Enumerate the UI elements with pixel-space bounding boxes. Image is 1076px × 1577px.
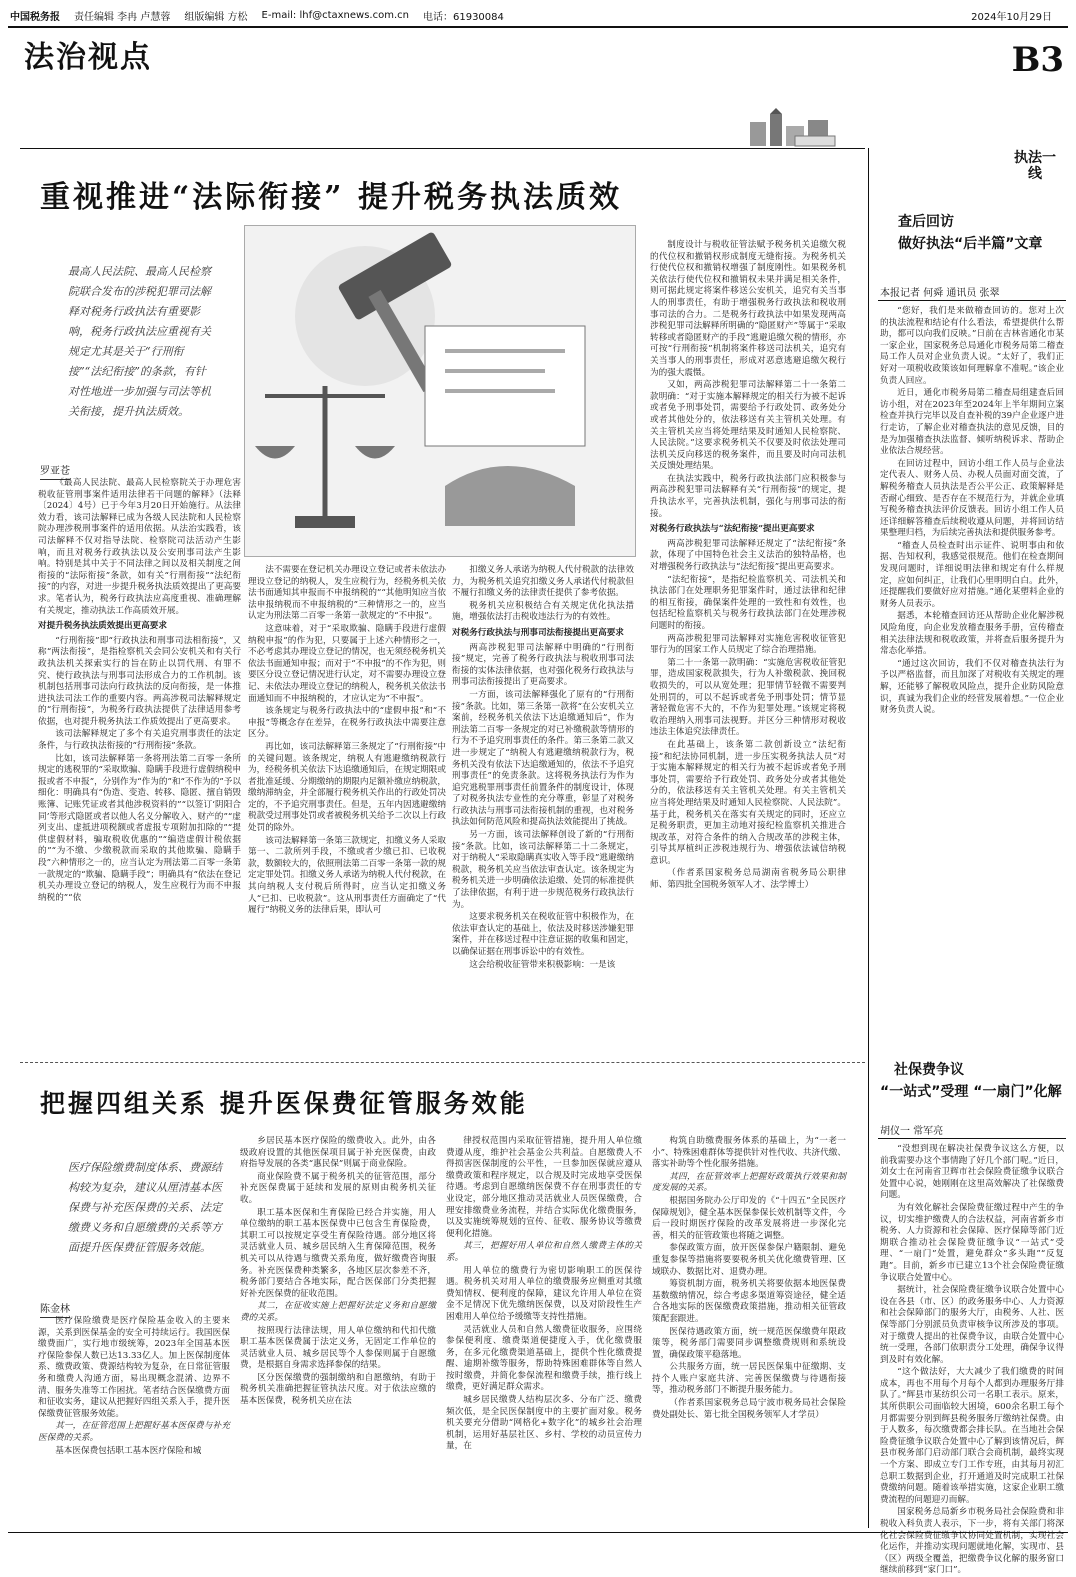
article2-col4: 构筑自助缴费服务体系的基础上，为“一老一小”、特殊困难群体等提供针对性代收、共济代缴、落实补助等个性化服务措施。 其四，在征管效率上把握好政策执行效果和制度发展的关系。 根据国务院办公厅印发的《“十四五”全民医疗保障规划》，健全基本医保参保长效机制等文件，今后一段时期医疗保险的改革发展将进一步深化完善，相关的征管政策也将随之调整。 参保政策方面，放开医保参保户籍限制、避免重复参保等措施将要要税务机关优化缴费管理、区域联办、数据比对、退费办理。 筹资机制方面，税务机关将要依据本地医保费基数缴纳情况，综合考虑多渠道筹资途径，健全适合各地实际的医保缴费政策措施，推动相关征管政策配套跟进。 医保待遇政策方面，统一规范医保缴费年限政策等，税务部门需要同步调整缴费规则和系统设置，确保政策平稳落地。 公共服务方面，统一居民医保集中征缴期、支持个人账户家庭共济、完善医保缴费与待遇衔接等，推动税务部门不断提升服务能力。 （作者系国家税务总局宁波市税务局社会保险费处副处长、第七批全国税务领军人才学员）: [652, 1136, 846, 1420]
article1-top-rule: [20, 148, 865, 149]
story1-rule: [878, 300, 1066, 301]
article1-col4: 制度设计与税收征管法赋予税务机关追缴欠税的代位权和撤销权形成制度无缝衔接。为税务机关行使代位权和撤销权增强了制度刚性。如果税务机关依法行使代位权和撤销权未果并满足相关条件，则可据此规定将案件移送公安机关，追究有关当事人的刑事责任，有助于增强税务行政执法和税收刑事司法的合力。二是税务行政执法中如果发现两高涉税犯罪司法解释所明确的“隐匿财产”等属于“采取转移或者隐匿财产的手段”逃避追缴欠税的情形，亦可按“行刑衔接”机制将案件移送司法机关，追究有关当事人的刑事责任，形成对恶意逃避追缴欠税行为的强大震慑。 又如，两高涉税犯罪司法解释第二十一条第二款明确：“对于实施本解释规定的相关行为被不起诉或者免予刑事处罚，需要给予行政处罚、政务处分或者其他处分的，依法移送有关主管机关处理。有关主管机关应当将处理结果及时通知人民检察院、人民法院。”这要求税务机关不仅要及时依法处理司法机关反向移送的税务案件，而且要及时向司法机关反馈处理结果。 在执法实践中，税务行政执法部门应积极参与两高涉税犯罪司法解释有关“行刑衔接”的规定，提升执法水平，完善执法机制，强化与刑事司法的衔接。 对税务行政执法与“法纪衔接”提出更高要求 两高涉税犯罪司法解释还规定了“法纪衔接”条款，体现了中国特色社会主义法治的独特品格，也对增强税务行政执法与“法纪衔接”提出更高要求。 “法纪衔接”，是指纪检监察机关、司法机关和执法部门在处理职务犯罪案件时，通过法律和纪律的相互衔接，确保案件处理的一致性和有效性，也包括纪检监察机关与税务行政执法部门在处理涉税问题时的衔接。 两高涉税犯罪司法解释对实施危害税收征管犯罪行为的国家工作人员规定了综合治理措施。 第二十一条第一款明确：“实施危害税收征管犯罪，造成国家税款损失，行为人补缴税款、挽回税收损失的，可以从宽处理；犯罪情节轻微不需要判处刑罚的，可以不起诉或者免予刑事处罚；情节显著轻微危害不大的，不作为犯罪处理。”该规定将税收治理纳入刑事司法视野。并区分三种情形对税收违法主体追究法律责任。 在此基础上，该条第二款创新设立“法纪衔接”和纪法协同机制，进一步压实税务执法人员“对于实施本解释规定的相关行为被不起诉或者免予刑事处罚，需要给予行政处罚、政务处分或者其他处分的，依法移送有关主管机关处理。有关主管机关应当将处理结果及时通知人民检察院、人民法院”。基于此，税务机关在落实有关规定的同时，还应立足税务职责，更加主动地对接纪检监察机关推进合规改革，对符合条件的纳入合规改革的涉税主体，引导其厚植纠正涉税违规行为、增强依法诚信纳税意识。 （作者系国家税务总局湖南省税务局公职律师、第四批全国税务领军人才、法学博士）: [650, 240, 846, 891]
story2-body: “没想到现在解决社保费争议这么方便，以前我需要办这个事情跑了好几个部门呢。”近日，刘女士在河南省卫辉市社会保险费征缴争议联合处置中心说，她刚刚在这里高效解决了社保缴费问题。 为有效化解社会保险费征缴过程中产生的争议，切实维护缴费人的合法权益，河南省新乡市税务、人力资源和社会保障、医疗保障等部门近期联合推动社会保险费征缴争议“一站式”受理、“一扇门”处置，避免群众“多头跑”“反复跑”。目前，新乡市已建立13个社会保险费征缴争议联合处置中心。 据统计，社会保险费征缴争议联合处置中心设在各县（市、区）的政务服务中心、人力资源和社会保障部门的服务大厅，由税务、人社、医保等部门分别派员负责审核争议所涉及的事项。对于缴费人提出的社保费争议，由联合处置中心统一受理，各部门依职责分工处理，确保争议得到及时有效化解。 “这个做法好，大大减少了我们缴费的时间成本，再也不用每个月每个人都到办理服务厅排队了。”辉县市某纺织公司一名职工表示。原来，其所供职公司面临较大困境，600余名职工每个月都需要分别到辉县税务服务厅缴纳社保费。由于人数多，每次缴费都会排长队。在当地社会保险费征缴争议联合处置中心了解到该情况后，辉县市税务部门启动部门联合会商机制，最终实现一个方案、即成立专门工作专班，由其每月初汇总职工数据到企业，打开通道及时完成职工社保费缴纳问题。随着该举措实施，这家企业职工缴费流程的问题迎刃而解。 国家税务总局新乡市税务局社会保险费和非税收入科负责人表示，下一步，将有关部门将深化社会保险费征缴争议协同处置机制，实现社会化运作，并推动实现问题就地化解，实现市、县（区）两级全覆盖，把缴费争议化解的服务窗口继续前移到“家门口”。: [880, 1144, 1064, 1576]
layout-editor: 组版编辑 方松: [184, 11, 248, 23]
email: E-mail: lhf@ctaxnews.com.cn: [261, 9, 409, 21]
article2-col1: 医疗保险缴费是医疗保险基金收入的主要来源，关系到医保基金的安全可持续运行。我国医保缴费面广，实行地市级统筹，2023年全国基本医疗保险参保人数已达13.33亿人。加上医保制度体系、缴费政策、费源结构较为复杂，在日常征管服务和缴费人沟通方面，易出现概念混淆、边界不清、服务失准等工作困扰。笔者结合医保缴费方面和征收实务，建议从把握好四组关系入手，提升医保缴费征管服务效能。 其一，在征管范围上把握好基本医保费与补充医保费的关系。 基本医保费包括职工基本医疗保险和城: [38, 1316, 230, 1456]
article2-author: 陈金林: [40, 1300, 70, 1318]
issue-date: 2024年10月29日: [971, 11, 1052, 23]
header-rule: [8, 26, 1068, 28]
phone: 电话：61930084: [422, 11, 504, 23]
paper-name: 中国税务报: [10, 11, 60, 23]
masthead-bar: [10, 6, 1066, 24]
editors: 责任编辑 李冉 卢慧蓉: [74, 11, 171, 23]
story1-body: “您好，我们是来做稽查回访的。您对上次的执法流程和结论有什么看法，希望提供什么帮助，都可以向我们反映。”日前在吉林省通化市某一家企业，国家税务总局通化市税务局第二稽查局工作人员对企业负责人说。“太好了，我们正好对一项税收政策该如何理解拿不准呢。”该企业负责人回应。 近日，通化市税务局第二稽查局组建查后回访小组，对在2023年至2024年上半年期间立案检查并执行完毕以及自查补税的39户企业逐户进行走访，了解企业对稽查执法的意见反馈，目的是为加强稽查执法监督、倾听纳税诉求、帮助企业依法合规经营。 在回访过程中，回访小组工作人员与企业法定代表人、财务人员、办税人员面对面交流，了解税务稽查人员执法是否公平公正、政策解释是否耐心细致、是否存在不规范行为，并就企业填写税务稽查执法评价反馈表。回访小组工作人员还详细解答稽查后续税收遵从问题，并将回访结果整理归档，为后续完善执法和提供服务参考。 “稽查人员检查时出示证件、说明事由和依据、告知权利，我感觉很规范。他们在检查期间发现问题时，详细说明法律和规定有什么样规定，应如何纠正，让我们心里明明白白。此外，还提醒我们要做好应对措施。”通化某塑料企业的财务人员表示。 据悉，本轮稽查回访还从帮助企业化解涉税风险角度，向企业发放稽查服务手册，宣传稽查相关法律法规和税收政策，并将查后服务提升为常态化举措。 “通过这次回访，我们不仅对稽查执法行为予以严格监督，而且加深了对税收有关规定的理解，还能够了解税收风险点，提升企业防风险意识，真诚为我们企业的经营发展着想。”一位企业财务负责人说。: [880, 306, 1064, 716]
article1-col1: 《最高人民法院、最高人民检察院关于办理危害税收征管刑事案件适用法律若干问题的解释》（法释〔2024〕4号）已于今年3月20日开始施行。从法律效力看，该司法解释已成为各级人民法院和人民检察院办理涉税刑事案件的适用依据。从法治实践看，该司法解释不仅对指导法院、检察院司法活动产生影响，而且对税务行政执法以及公安刑事司法产生影响。特别是其中关于不同法律之间以及相关制度之间衔接的“法际衔接”条款，如有关“行刑衔接”“法纪衔接”的内容，对进一步提升税务执法质效提出了更高要求。笔者认为，税务行政执法应高度重视、准确理解有关规定，推动执法工作高质效开展。 对提升税务执法质效提出更高要求 “行刑衔接”即“行政执法和刑事司法相衔接”，又称“两法衔接”，是指检察机关会同公安机关和有关行政执法机关探索实行的旨在防止以罚代刑、有罪不究、使行政执法与刑事司法形成合力的工作机制。该机制包括刑事司法向行政执法的反向衔接，是一体推进执法司法工作的重要内容。两高涉税司法解释规定的“行刑衔接”，为税务行政执法提供了法律适用参考依据，也对提升税务执法工作质效提出了更高要求。 该司法解释规定了多个有关追究刑事责任的法定条件，与行政执法衔接的“行刑衔接”条款。 比如，该司法解释第一条将刑法第二百零一条所规定的逃税罪的“采取欺骗、隐瞒手段进行虚假纳税申报或者不申报”，分别作为“作为的”和“不作为的”予以细化：明确具有“伪造、变造、转移、隐匿、擅自销毁账簿、记账凭证或者其他涉税资料的”“以签订‘阴阳合同’等形式隐匿或者以他人名义分解收入、财产的”“虚列支出、虚抵进项税额或者虚报专项附加扣除的”“提供虚假材料，骗取税收优惠的”“编造虚假计税依据的”“为不缴、少缴税款而采取的其他欺骗、隐瞒手段”六种情形之一的，应当认定为刑法第二百零一条第一款规定的“欺骗、隐瞒手段”；明确具有“依法在登记机关办理设立登记的纳税人，发生应税行为而不申报纳税的”“依: [38, 478, 241, 903]
building-banner-icon: [740, 108, 850, 148]
article1-author: 罗亚苍: [40, 462, 70, 480]
article1-col3: 扣缴义务人承诺为纳税人代付税款的法律效力，为税务机关追究扣缴义务人承诺代付税款但不履行扣缴义务的法律责任提供了参考依据。 税务机关应积极结合有关规定优化执法措施，增强依法打击税收违法行为的有效性。 对税务行政执法与刑事司法衔接提出更高要求 两高涉税犯罪司法解释中明确的“行刑衔接”规定，完善了税务行政执法与税收刑事司法衔接的实体法律依据，也对强化税务行政执法与刑事司法衔接提出了更高要求。 一方面，该司法解释强化了原有的“行刑衔接”条款。比如，第三条第一款将“在公安机关立案前，经税务机关依法下达追缴通知后”，作为刑法第二百零一条规定的对已补缴税款等情形的行为不予追究刑事责任的条件。第三条第二款又进一步规定了“纳税人有逃避缴纳税款行为，税务机关没有依法下达追缴通知的，依法不予追究刑事责任”的免责条款。这将税务执法行为作为追究逃税罪刑事责任前置条件的制度设计，体现了对税务执法专业性的充分尊重，彰显了对税务行政执法与刑事司法衔接机制的重视，也对税务执法如何防范风险和提高执法效能提出了挑战。 另一方面，该司法解释创设了新的“行刑衔接”条款。比如，该司法解释第二十二条规定，对于纳税人“采取隐瞒真实收入等手段”逃避缴纳税款，税务机关应当依法审查认定。该条规定为税务机关进一步明确依法追缴、处罚的标准提供了法律依据，有利于进一步规范税务行政执法行为。 这要求税务机关在税收征管中积极作为，在依法审查认定的基础上，依法及时移送涉嫌犯罪案件，并在移送过程中注意证据的收集和固定，以确保证据在刑事诉讼中的有效性。 这会给税收征管带来积极影响：一是该: [452, 565, 634, 970]
article1-col2: 法不需要在登记机关办理设立登记或者未依法办理设立登记的纳税人，发生应税行为，经税务机关依法书面通知其申报而不申报纳税的”“其他明知应当依法申报纳税而不申报纳税的”三种情形之一的，应当认定为刑法第二百零一条第一款规定的“不申报”。 这意味着，对于“采取欺骗、隐瞒手段进行虚假纳税申报”的作为犯，只要属于上述六种情形之一，不必考虑其办理设立登记的情况，也无须经税务机关依法书面通知申报；而对于“不申报”的不作为犯，则要区分设立登记情况进行认定，对不需要办理设立登记、未依法办理设立登记的纳税人，税务机关依法书面通知而不申报纳税的，才应认定为“不申报”。 该条规定与税务行政执法中的“虚假申报”和“不申报”等概念存在差异，在税务行政执法中需要注意区分。 再比如，该司法解释第三条规定了“行刑衔接”中的关键问题。该条规定，纳税人有逃避缴纳税款行为，经税务机关依法下达追缴通知后，在规定期限或者批准延缓、分期缴纳的期限内足额补缴应纳税款，缴纳滞纳金，并全部履行税务机关作出的行政处罚决定的，不予追究刑事责任。但是，五年内因逃避缴纳税款受过刑事处罚或者被税务机关给予二次以上行政处罚的除外。 该司法解释第一条第三款规定，扣缴义务人采取第一、二款所列手段，不缴或者少缴已扣、已收税款，数额较大的，依照刑法第二百零一条第一款的规定定罪处罚。扣缴义务人承诺为纳税人代付税款，在其向纳税人支付税后所得时，应当认定扣缴义务人“已扣、已收税款”。这从刑事责任方面确定了“代履行”纳税义务的法律后果，即认可: [248, 565, 446, 916]
story2-title-line1: 社保费争议: [894, 1062, 964, 1078]
article2-lead: 医疗保险缴费制度体系、费源结构较为复杂，建议从厘清基本医保费与补充医保费的关系、法定缴费义务和自愿缴费的关系等方面提升医保费征管服务效能。: [68, 1161, 222, 1254]
sidebar-logo: 执法一线: [1014, 150, 1056, 182]
article2-col3: 律授权范围内采取征管措施，提升用人单位缴费遵从度，维护社会基金公共利益。自愿缴费人不得损害医保制度的公平性，一旦参加医保就应遵从缴费政策和程序规定，以合规及时完成地享受医保待遇。考虑到自愿缴纳医保费不存在刑事责任的专业设定，部分地区推动灵活就业人员医保缴费，合理安排缴费业务流程，并结合实际优化缴费服务，以及实施统筹规划的宣传、征收、服务协议等缴费便利化措施。 其三，把握好用人单位和自然人缴费主体的关系。 用人单位的缴费行为密切影响职工的医保待遇。税务机关对用人单位的缴费服务应侧重对其缴费知情权、便利度的保障，建议允许用人单位在资金不足情况下优先缴纳医保费，以及对阶段性生产困难用人单位给予缓缴等支持性措施。 灵活就业人员和自然人缴费征收服务，应围绕参保便利度、缴费渠道便捷度入手，优化缴费服务，在多元化缴费渠道基础上，提供个性化缴费提醒、逾期补缴等服务，帮助特殊困难群体等自然人按时缴费，并简化参保流程和缴费手续，推行线上缴费，更好满足群众需求。 城乡居民缴费人结构层次多、分布广泛、缴费频次低，是全民医保制度中的主要扩面对象。税务机关要充分借助“网格化+数字化”的城乡社会治理机制，运用好基层社区、乡村、学校的动员宣传力量，在: [446, 1136, 642, 1452]
article-separator: [20, 1062, 865, 1063]
sidebar-divider: [868, 148, 869, 1528]
section-title: 法治视点: [24, 40, 152, 75]
story1-title-line1: 查后回访: [898, 214, 954, 230]
page-number: B3: [1011, 40, 1064, 80]
story2-author: 胡仪一 常军亮: [880, 1126, 944, 1137]
story2-rule: [878, 1138, 1066, 1139]
article2-title: 把握四组关系 提升医保费征管服务效能: [40, 1089, 528, 1118]
article1-lead: 最高人民法院、最高人民检察院联合发布的涉税犯罪司法解释对税务行政执法有重要影响，税务行政执法应重视有关规定尤其是关于“行刑衔接”“法纪衔接”的条款，有针对性地进一步加强与司法等机关衔接，提升执法质效。: [68, 265, 211, 418]
story1-title-line2: 做好执法“后半篇”文章: [898, 236, 1043, 252]
article2-col2: 乡居民基本医疗保险的缴费收入。此外，由各级政府设置的其他医保项目属于补充医保费，由政府指导发展的各类“惠民保”则属于商业保险。 商业保险费不属于税务机关的征管范围，部分补充医保费属于延续和发展的原则由税务机关征收。 职工基本医保和生育保险已经合并实施，用人单位缴纳的职工基本医保费中已包含生育保险费，其职工可以按规定享受生育保险待遇。部分地区将灵活就业人员、城乡居民纳入生育保障范围，税务机关可以从待遇与缴费关系角度，做好缴费咨询服务。补充医保费种类繁多，各地区层次参差不齐，税务部门要结合各地实际，配合医保部门分类把握好补充医保费的征收范围。 其二，在征收实施上把握好法定义务和自愿缴费的关系。 按照现行法律法规，用人单位缴纳和代扣代缴职工基本医保费属于法定义务，无固定工作单位的灵活就业人员、城乡居民等个人参保则属于自愿缴费，是根据自身需求选择参保的结果。 区分医保缴费的强制缴纳和自愿缴纳，有助于税务机关准确把握征管执法尺度。对于依法应缴的基本医保费，税务机关应在法: [240, 1136, 436, 1407]
story1-author: 本报记者 何舜 通讯员 张翠: [880, 288, 1000, 299]
gavel-scales-illustration: [244, 225, 636, 557]
story2-title-line2: “一站式”受理 “一扇门”化解: [880, 1084, 1062, 1100]
article1-title: 重视推进“法际衔接” 提升税务执法质效: [40, 180, 622, 215]
